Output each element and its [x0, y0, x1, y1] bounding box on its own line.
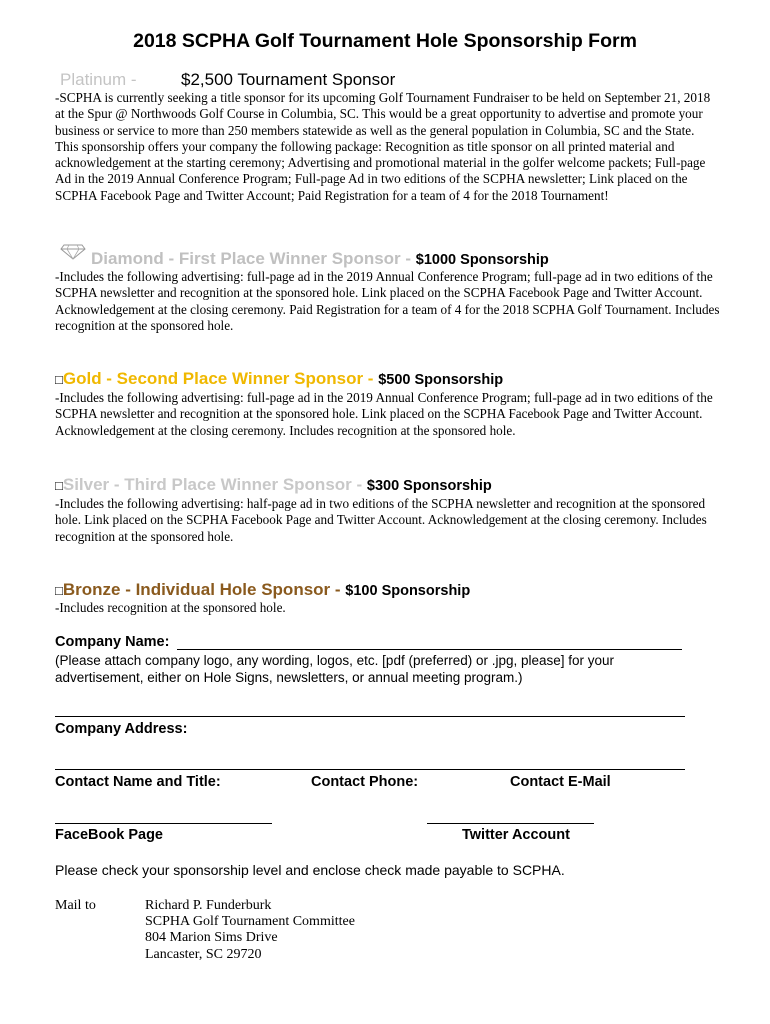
- diamond-description: -Includes the following advertising: full-page ad in the 2019 Annual Conference Program; full-page ad in two editions of the SCPHA newsletter and recognition at the sponsored hole. Link placed on the SCPHA Facebook Page and Twitter Account. Acknowledgement at the closing ceremony. Paid Registration for a team of 4 for the 2018 SCPHA Golf Tournament. Includes recognition at the sponsored hole.: [55, 269, 720, 333]
- instruction-text: Please check your sponsorship level and enclose check made payable to SCPHA.: [55, 862, 565, 878]
- silver-tier-heading: [55, 475, 492, 495]
- bronze-checkbox[interactable]: □: [55, 583, 63, 598]
- silver-description: -Includes the following advertising: half-page ad in two editions of the SCPHA newsletter and recognition at the sponsored hole. Link placed on the SCPHA Facebook Page and Twitter Account. Acknowledgement at the closing ceremony. Includes recognition at the sponsored hole.: [55, 496, 707, 544]
- twitter-field[interactable]: [427, 823, 594, 824]
- platinum-tier-amount: $2,500 Tournament Sponsor: [181, 70, 396, 89]
- bronze-tier-heading: [55, 580, 470, 600]
- contact-phone-label: Contact Phone:: [311, 774, 419, 790]
- diamond-tier-amount: $1000 Sponsorship: [415, 252, 549, 268]
- company-name-field[interactable]: [177, 649, 682, 650]
- diamond-tier-heading: [91, 249, 549, 269]
- bronze-tier-amount: $100 Sponsorship: [345, 583, 471, 599]
- mail-address-line: 804 Marion Sims Drive: [145, 930, 278, 946]
- mail-to-label: Mail to: [55, 898, 96, 913]
- company-name-label: Company Name:: [55, 634, 170, 650]
- silver-tier-amount: $300 Sponsorship: [366, 478, 492, 494]
- contact-email-label: Contact E-Mail: [510, 774, 611, 790]
- platinum-description: -SCPHA is currently seeking a title sponsor for its upcoming Golf Tournament Fundraiser to be held on September 21, 2018 at the Spur @ Northwoods Golf Course in Columbia, SC. This would be a great opportunity to advertise and promote your business or service to more than 250 members statewide as well as the general population in Columbia, SC and the State. This sponsorship offers your company the following package: Recognition as title sponsor on all printed material and acknowledgement at the starting ceremony; Advertising and promotional material in the golfer welcome packets; Full-page Ad in the 2019 Annual Conference Program; Full-page Ad in two editions of the SCPHA newsletter; Link placed on the SCPHA Facebook Page and Twitter Account; Paid Registration for a team of 4 for the 2018 Tournament!: [55, 90, 711, 203]
- mail-address-line: Lancaster, SC 29720: [145, 946, 262, 962]
- mail-address-line: Richard P. Funderburk: [145, 898, 272, 913]
- company-address-field[interactable]: [55, 769, 685, 770]
- bronze-description: -Includes recognition at the sponsored hole.: [55, 600, 286, 615]
- gold-tier-heading: [55, 369, 503, 389]
- silver-tier-label: Silver - Third Place Winner Sponsor -: [62, 475, 363, 494]
- bronze-tier-label: Bronze - Individual Hole Sponsor -: [62, 580, 341, 599]
- company-address-label: Company Address:: [55, 721, 188, 737]
- mail-address: [145, 898, 355, 963]
- facebook-field[interactable]: [55, 823, 272, 824]
- company-name-extra-line[interactable]: [55, 716, 685, 717]
- facebook-label: FaceBook Page: [55, 827, 163, 843]
- gold-checkbox[interactable]: □: [55, 372, 63, 387]
- diamond-icon: [60, 244, 86, 265]
- page-title: 2018 SCPHA Golf Tournament Hole Sponsorship Form: [133, 30, 637, 52]
- gold-tier-amount: $500 Sponsorship: [378, 372, 504, 388]
- gold-description: -Includes the following advertising: full-page ad in the 2019 Annual Conference Program; full-page ad in two editions of the SCPHA newsletter and recognition at the sponsored hole. Link placed on the SCPHA Facebook Page and Twitter Account. Acknowledgement at the closing ceremony. Includes recognition at the sponsored hole.: [55, 390, 713, 438]
- mail-address-line: SCPHA Golf Tournament Committee: [145, 914, 355, 930]
- diamond-tier-label: Diamond - First Place Winner Sponsor -: [91, 249, 412, 268]
- gold-tier-label: Gold - Second Place Winner Sponsor -: [62, 369, 374, 388]
- company-name-hint: (Please attach company logo, any wording, logos, etc. [pdf (preferred) or .jpg, please] for your advertisement, either on Hole Signs, newsletters, or annual meeting program.): [55, 653, 615, 685]
- platinum-tier-label: Platinum -: [60, 70, 137, 89]
- contact-name-label: Contact Name and Title:: [55, 774, 221, 790]
- twitter-label: Twitter Account: [462, 827, 570, 843]
- silver-checkbox[interactable]: □: [55, 478, 63, 493]
